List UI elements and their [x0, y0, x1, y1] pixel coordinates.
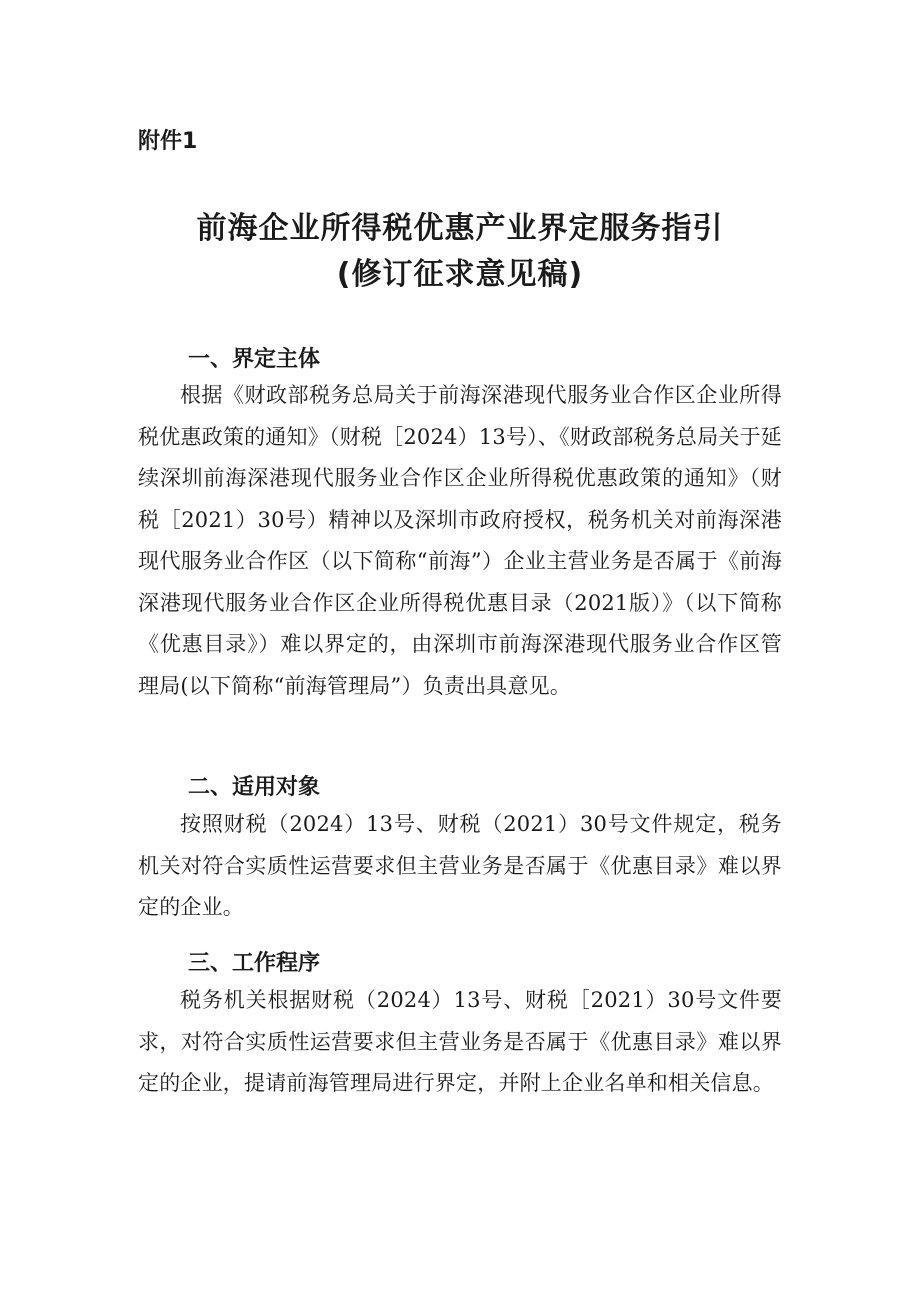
section-body: 税务机关根据财税（2024）13号、财税［2021）30号文件要求，对符合实质性运营要求但主营业务是否属于《优惠目录》难以界定的企业，提请前海管理局进行界定，并附上企业名单和相关信息。	[138, 988, 782, 1095]
section-body: 按照财税（2024）13号、财税（2021）30号文件规定，税务机关对符合实质性运营要求但主营业务是否属于《优惠目录》难以界定的企业。	[138, 812, 782, 919]
section-heading: 二、适用对象	[188, 775, 321, 800]
section-body: 根据《财政部税务总局关于前海深港现代服务业合作区企业所得税优惠政策的通知》（财税［2024）13号）、《财政部税务总局关于延续深圳前海深港现代服务业合作区企业所得税优惠政策的通知》（财税［2021）30号）精神以及深圳市政府授权，税务机关对前海深港现代服务业合作区（以下简称“前海”）企业主营业务是否属于《前海深港现代服务业合作区企业所得税优惠目录（2021版）》（以下简称《优惠目录》）难以界定的，由深圳市前海深港现代服务业合作区管理局(以下简称“前海管理局”）负责出具意见。	[138, 383, 782, 698]
document-subtitle: (修订征求意见稿)	[336, 257, 584, 292]
document-title: 前海企业所得税优惠产业界定服务指引	[196, 211, 724, 246]
section-heading: 三、工作程序	[188, 951, 321, 976]
attachment-label: 附件1	[138, 129, 198, 154]
section-heading: 一、界定主体	[188, 347, 321, 372]
